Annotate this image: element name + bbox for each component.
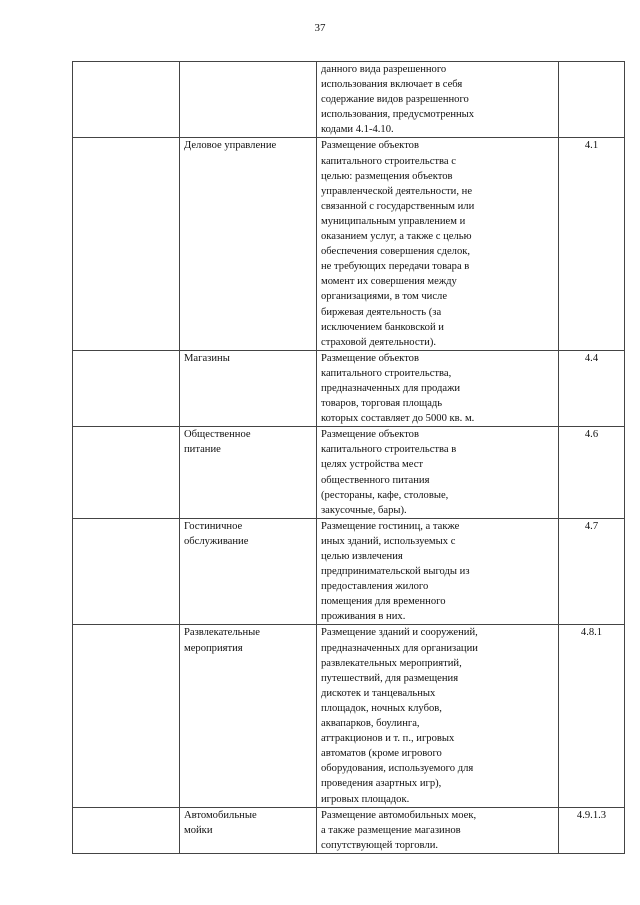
use-name-line: Деловое управление (184, 140, 277, 152)
use-description-line: страховой деятельности). (321, 336, 437, 348)
use-description-line: капитального строительства с (321, 155, 456, 167)
use-description-line: организациями, в том числе (321, 291, 448, 303)
row-empty-cell (73, 625, 180, 807)
use-name-line: Развлекательные (184, 627, 260, 639)
use-description-cell (317, 138, 559, 350)
use-code-cell: 4.4 (559, 350, 625, 426)
use-description-line: помещения для временного (321, 596, 446, 608)
use-name-line: Автомобильные (184, 809, 257, 821)
use-description-line: содержание видов разрешенного (321, 94, 469, 106)
table-row (73, 350, 625, 426)
use-description-line: целях устройства мест (321, 459, 424, 471)
row-empty-cell (73, 427, 180, 519)
use-description-line: Размещение автомобильных моек, (321, 809, 477, 821)
use-name-cell (180, 625, 317, 807)
use-code-cell: 4.7 (559, 518, 625, 625)
use-description-line: муниципальным управлением и (321, 215, 466, 227)
use-description-line: дискотек и танцевальных (321, 687, 436, 699)
use-description-line: данного вида разрешенного (321, 64, 447, 75)
use-description-cell (317, 427, 559, 519)
use-description-cell (317, 625, 559, 807)
use-name-cell (180, 427, 317, 519)
use-description-line: а также размещение магазинов (321, 824, 461, 836)
use-name-cell (180, 138, 317, 350)
row-empty-cell (73, 62, 180, 138)
row-empty-cell (73, 518, 180, 625)
use-code-cell: 4.9.1.3 (559, 807, 625, 853)
use-description-line: сопутствующей торговли. (321, 839, 439, 851)
use-description-line: предпринимательской выгоды из (321, 566, 470, 578)
use-code-cell: 4.8.1 (559, 625, 625, 807)
use-description-line: Размещение объектов (321, 429, 419, 441)
use-description-line: общественного питания (321, 474, 430, 486)
use-description-line: момент их совершения между (321, 276, 457, 288)
use-description-line: оборудования, используемого для (321, 763, 474, 775)
use-description-line: управленческой деятельности, не (321, 185, 473, 197)
use-description-line: закусочные, бары). (321, 504, 407, 516)
use-code-cell (559, 62, 625, 138)
use-description-line: капитального строительства, (321, 367, 452, 379)
table-row (73, 807, 625, 853)
row-empty-cell (73, 807, 180, 853)
use-name-cell (180, 518, 317, 625)
use-code-cell: 4.1 (559, 138, 625, 350)
use-name-line: питание (184, 444, 221, 456)
use-name-line: Общественное (184, 429, 251, 441)
use-code-cell: 4.6 (559, 427, 625, 519)
use-description-line: использования, предусмотренных (321, 109, 475, 121)
use-description-line: аттракционов и т. п., игровых (321, 733, 455, 745)
use-description-line: развлекательных мероприятий, (321, 657, 462, 669)
use-description-line: оказанием услуг, а также с целью (321, 231, 472, 243)
use-name-line: Магазины (184, 352, 230, 364)
use-name-cell (180, 807, 317, 853)
use-description-line: товаров, торговая площадь (321, 398, 443, 410)
table-row (73, 427, 625, 519)
use-name-line: мойки (184, 824, 213, 836)
land-use-table (72, 61, 625, 854)
table-row (73, 625, 625, 807)
use-description-line: не требующих передачи товара в (321, 261, 470, 273)
use-description-line: (рестораны, кафе, столовые, (321, 489, 449, 501)
use-description-cell (317, 518, 559, 625)
use-description-line: Размещение объектов (321, 140, 419, 152)
use-name-line: Гостиничное (184, 520, 243, 532)
use-description-line: путешествий, для размещения (321, 672, 459, 684)
use-name-line: обслуживание (184, 535, 249, 547)
table-row (73, 138, 625, 350)
use-description-line: обеспечения совершения сделок, (321, 246, 471, 258)
use-description-line: проживания в них. (321, 611, 406, 623)
table-row (73, 62, 625, 138)
use-description-cell (317, 62, 559, 138)
use-description-line: Размещение зданий и сооружений, (321, 627, 478, 639)
use-description-line: проведения азартных игр), (321, 778, 442, 790)
use-description-line: использования включает в себя (321, 79, 463, 91)
use-description-cell (317, 807, 559, 853)
use-description-line: площадок, ночных клубов, (321, 702, 442, 714)
use-description-line: связанной с государственным или (321, 200, 475, 212)
use-description-line: предназначенных для организации (321, 642, 478, 654)
use-description-line: предназначенных для продажи (321, 382, 461, 394)
row-empty-cell (73, 350, 180, 426)
page-number: 37 (314, 22, 326, 34)
use-description-line: целью: размещения объектов (321, 170, 453, 182)
use-name-cell (180, 62, 317, 138)
use-description-line: предоставления жилого (321, 581, 429, 593)
use-description-line: кодами 4.1-4.10. (321, 124, 394, 136)
table-row (73, 518, 625, 625)
use-description-line: Размещение гостиниц, а также (321, 520, 460, 532)
row-empty-cell (73, 138, 180, 350)
use-description-line: капитального строительства в (321, 444, 457, 456)
use-description-line: автоматов (кроме игрового (321, 748, 442, 760)
use-description-line: игровых площадок. (321, 793, 410, 805)
use-description-line: исключением банковской и (321, 321, 444, 333)
use-description-line: аквапарков, боулинга, (321, 718, 420, 730)
use-name-line: мероприятия (184, 642, 243, 654)
use-description-line: Размещение объектов (321, 352, 419, 364)
use-description-cell (317, 350, 559, 426)
use-description-line: биржевая деятельность (за (321, 306, 442, 318)
use-name-cell (180, 350, 317, 426)
use-description-line: которых составляет до 5000 кв. м. (321, 413, 475, 425)
table-body (73, 62, 625, 854)
use-description-line: целью извлечения (321, 551, 403, 562)
use-description-line: иных зданий, используемых с (321, 535, 456, 547)
